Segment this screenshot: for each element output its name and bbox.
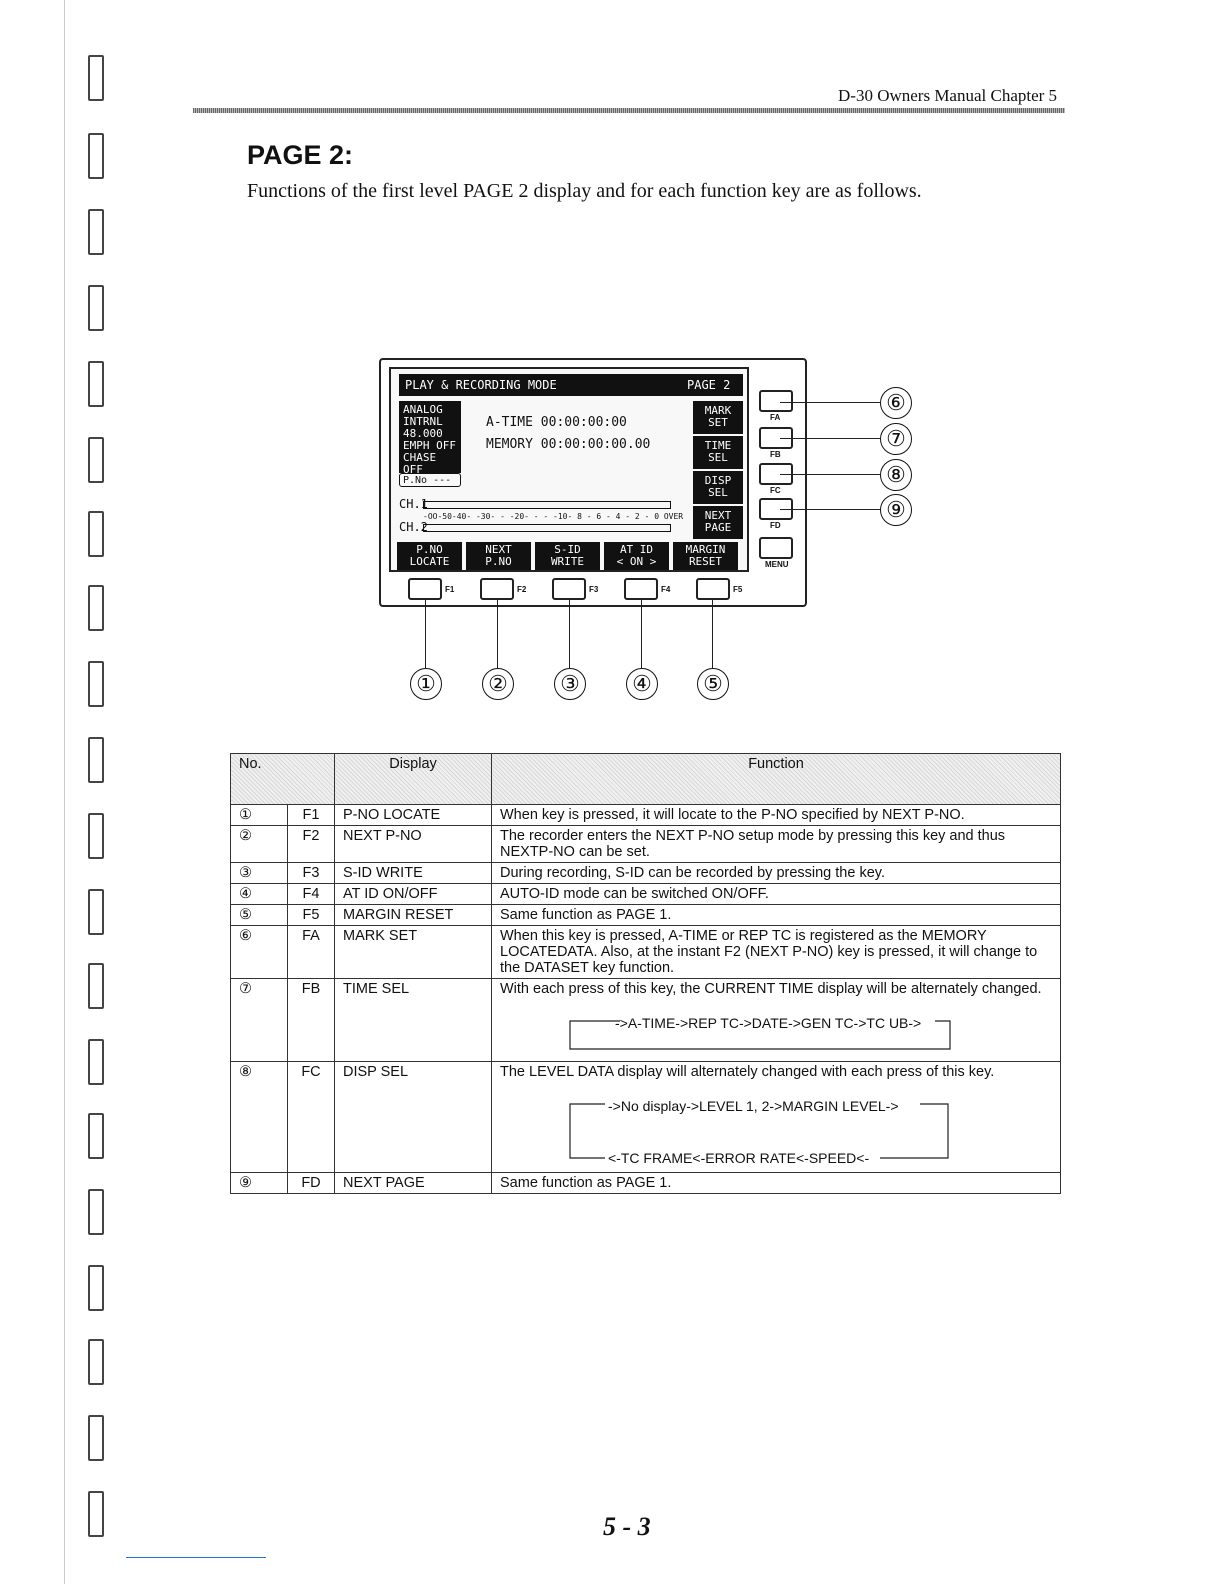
row-key: FC: [288, 1062, 335, 1173]
row-function-cell: [492, 1062, 1061, 1173]
callout-3: ③: [554, 668, 586, 700]
row-display: NEXT P-NO: [335, 826, 492, 863]
row-key: F5: [288, 905, 335, 926]
table-row: [231, 1062, 1061, 1173]
lcd-status-line: 48.000: [403, 427, 443, 440]
f2-key-label: F2: [517, 585, 527, 594]
binder-hole: [88, 511, 104, 557]
binder-hole: [88, 1415, 104, 1461]
leader-line-7: [780, 438, 880, 439]
leader-line-4: [641, 598, 642, 668]
fd-key-label: FD: [770, 521, 781, 530]
table-row: [231, 905, 1061, 926]
binder-hole: [88, 285, 104, 331]
lcd-status-block: [399, 401, 461, 476]
binder-hole: [88, 1339, 104, 1385]
row-display: P-NO LOCATE: [335, 805, 492, 826]
row-no: ⑨: [231, 1173, 288, 1194]
row-function: With each press of this key, the CURRENT TIME display will be alternately changed.: [500, 981, 1042, 997]
row-function: The recorder enters the NEXT P-NO setup mode by pressing this key and thus NEXTP-NO can be set.: [492, 826, 1061, 863]
binder-hole: [88, 209, 104, 255]
f4-key[interactable]: [624, 578, 658, 600]
leader-line-8: [780, 474, 880, 475]
row-display: S-ID WRITE: [335, 863, 492, 884]
f5-key[interactable]: [696, 578, 730, 600]
row-function-cell: [492, 979, 1061, 1062]
callout-2: ②: [482, 668, 514, 700]
row-function: Same function as PAGE 1.: [492, 1173, 1061, 1194]
lcd-softkey-time-sel: TIME SEL: [693, 436, 743, 469]
f5-key-label: F5: [733, 585, 743, 594]
row-function: The LEVEL DATA display will alternately changed with each press of this key.: [500, 1064, 995, 1080]
lcd-memory: MEMORY 00:00:00:00.00: [486, 437, 651, 452]
lcd-status-line: CHASE OFF: [403, 451, 437, 476]
binder-hole: [88, 737, 104, 783]
binder-hole: [88, 437, 104, 483]
row-no: ⑧: [231, 1062, 288, 1173]
lcd-softkey-sid-write: S-ID WRITE: [535, 542, 600, 570]
lcd-softkey-pno-locate: P.NO LOCATE: [397, 542, 462, 570]
row-function: When key is pressed, it will locate to the P-NO specified by NEXT P-NO.: [492, 805, 1061, 826]
row-function: Same function as PAGE 1.: [492, 905, 1061, 926]
row-function: When this key is pressed, A-TIME or REP TC is registered as the MEMORY LOCATEDATA. Also, at the instant F2 (NEXT P-NO) key is pressed, it will change to the DATASET key function.: [492, 926, 1061, 979]
leader-line-6: [780, 402, 880, 403]
lcd-softkey-next-page: NEXT PAGE: [693, 506, 743, 539]
binder-hole: [88, 889, 104, 935]
lcd-softkey-next-pno: NEXT P.NO: [466, 542, 531, 570]
leader-line-3: [569, 598, 570, 668]
binder-hole: [88, 661, 104, 707]
binder-hole: [88, 133, 104, 179]
leader-line-5: [712, 598, 713, 668]
menu-key-label: MENU: [765, 560, 789, 569]
disp-sel-cycle-bottom: <-TC FRAME<-ERROR RATE<-SPEED<-: [608, 1150, 870, 1166]
binder-hole: [88, 1491, 104, 1537]
table-row: [231, 926, 1061, 979]
lcd-title-bar: [399, 374, 743, 396]
row-key: FB: [288, 979, 335, 1062]
row-display: DISP SEL: [335, 1062, 492, 1173]
binder-hole: [88, 1189, 104, 1235]
row-no: ⑦: [231, 979, 288, 1062]
function-table: [230, 753, 1061, 1194]
binder-margin-line: [64, 0, 65, 1584]
row-display: NEXT PAGE: [335, 1173, 492, 1194]
lcd-display: [389, 367, 749, 572]
callout-6: ⑥: [880, 387, 912, 419]
menu-key[interactable]: [759, 537, 793, 559]
table-row: [231, 863, 1061, 884]
table-row: [231, 805, 1061, 826]
row-key: F1: [288, 805, 335, 826]
lcd-softkey-margin-reset: MARGIN RESET: [673, 542, 738, 570]
row-function: AUTO-ID mode can be switched ON/OFF.: [492, 884, 1061, 905]
f1-key-label: F1: [445, 585, 455, 594]
binder-hole: [88, 1265, 104, 1311]
lcd-status-line: ANALOG: [403, 403, 443, 416]
lcd-level-scale: -OO-50-40- -30- - -20- - - -10- 8 - 6 - 4 - 2 - 0 OVER: [423, 512, 684, 521]
callout-4: ④: [626, 668, 658, 700]
row-key: FA: [288, 926, 335, 979]
row-no: ⑥: [231, 926, 288, 979]
fa-key-label: FA: [770, 413, 781, 422]
row-no: ①: [231, 805, 288, 826]
binder-hole: [88, 1039, 104, 1085]
row-key: F4: [288, 884, 335, 905]
footer-rule: [126, 1557, 266, 1558]
row-no: ②: [231, 826, 288, 863]
callout-7: ⑦: [880, 423, 912, 455]
row-no: ③: [231, 863, 288, 884]
f3-key[interactable]: [552, 578, 586, 600]
lcd-mode-title: PLAY & RECORDING MODE: [405, 378, 557, 392]
section-title: PAGE 2:: [247, 140, 354, 170]
header-rule: [193, 108, 1065, 113]
binder-hole: [88, 585, 104, 631]
f3-key-label: F3: [589, 585, 599, 594]
lcd-atime: A-TIME 00:00:00:00: [486, 415, 627, 430]
lcd-softkey-mark-set: MARK SET: [693, 401, 743, 434]
disp-sel-cycle-diagram: [500, 1092, 1052, 1170]
running-header: D-30 Owners Manual Chapter 5: [838, 86, 1058, 105]
leader-line-9: [780, 509, 880, 510]
header-display: Display: [335, 754, 492, 805]
table-header-row: [231, 754, 1061, 805]
binder-hole: [88, 361, 104, 407]
row-function: During recording, S-ID can be recorded by pressing the key.: [492, 863, 1061, 884]
binder-hole: [88, 55, 104, 101]
binder-hole: [88, 1113, 104, 1159]
leader-line-1: [425, 598, 426, 668]
lcd-ch2-meter: [423, 524, 671, 532]
fb-key-label: FB: [770, 450, 781, 459]
row-display: MARGIN RESET: [335, 905, 492, 926]
table-row: [231, 826, 1061, 863]
lcd-softkey-atid: AT ID < ON >: [604, 542, 669, 570]
lcd-ch1-meter: [423, 501, 671, 509]
callout-1: ①: [410, 668, 442, 700]
row-no: ④: [231, 884, 288, 905]
lcd-ch2-label: CH.2: [399, 520, 428, 534]
binder-hole: [88, 963, 104, 1009]
row-display: MARK SET: [335, 926, 492, 979]
leader-line-2: [497, 598, 498, 668]
header-no: No.: [231, 754, 335, 805]
callout-9: ⑨: [880, 494, 912, 526]
disp-sel-cycle-top: ->No display->LEVEL 1, 2->MARGIN LEVEL->: [608, 1098, 899, 1114]
row-key: F2: [288, 826, 335, 863]
lcd-ch1-label: CH.1: [399, 497, 428, 511]
f1-key[interactable]: [408, 578, 442, 600]
lcd-status-line: INTRNL: [403, 415, 443, 428]
row-key: FD: [288, 1173, 335, 1194]
table-row: [231, 979, 1061, 1062]
intro-text: Functions of the first level PAGE 2 display and for each function key are as follows.: [247, 180, 922, 202]
table-row: [231, 884, 1061, 905]
row-display: TIME SEL: [335, 979, 492, 1062]
row-key: F3: [288, 863, 335, 884]
row-display: AT ID ON/OFF: [335, 884, 492, 905]
time-sel-cycle-text: ->A-TIME->REP TC->DATE->GEN TC->TC UB->: [615, 1015, 922, 1031]
callout-5: ⑤: [697, 668, 729, 700]
time-sel-cycle-diagram: [500, 1009, 1052, 1059]
callout-8: ⑧: [880, 459, 912, 491]
table-row: [231, 1173, 1061, 1194]
header-function: Function: [492, 754, 1061, 805]
lcd-pno-box: P.No ---: [399, 473, 461, 487]
fc-key-label: FC: [770, 486, 781, 495]
fa-key[interactable]: [759, 390, 793, 412]
page-number: 5 - 3: [603, 1512, 651, 1541]
binder-hole: [88, 813, 104, 859]
f4-key-label: F4: [661, 585, 671, 594]
f2-key[interactable]: [480, 578, 514, 600]
lcd-softkey-disp-sel: DISP SEL: [693, 471, 743, 504]
lcd-page-label: PAGE 2: [687, 378, 731, 392]
lcd-status-line: EMPH OFF: [403, 439, 456, 452]
row-no: ⑤: [231, 905, 288, 926]
